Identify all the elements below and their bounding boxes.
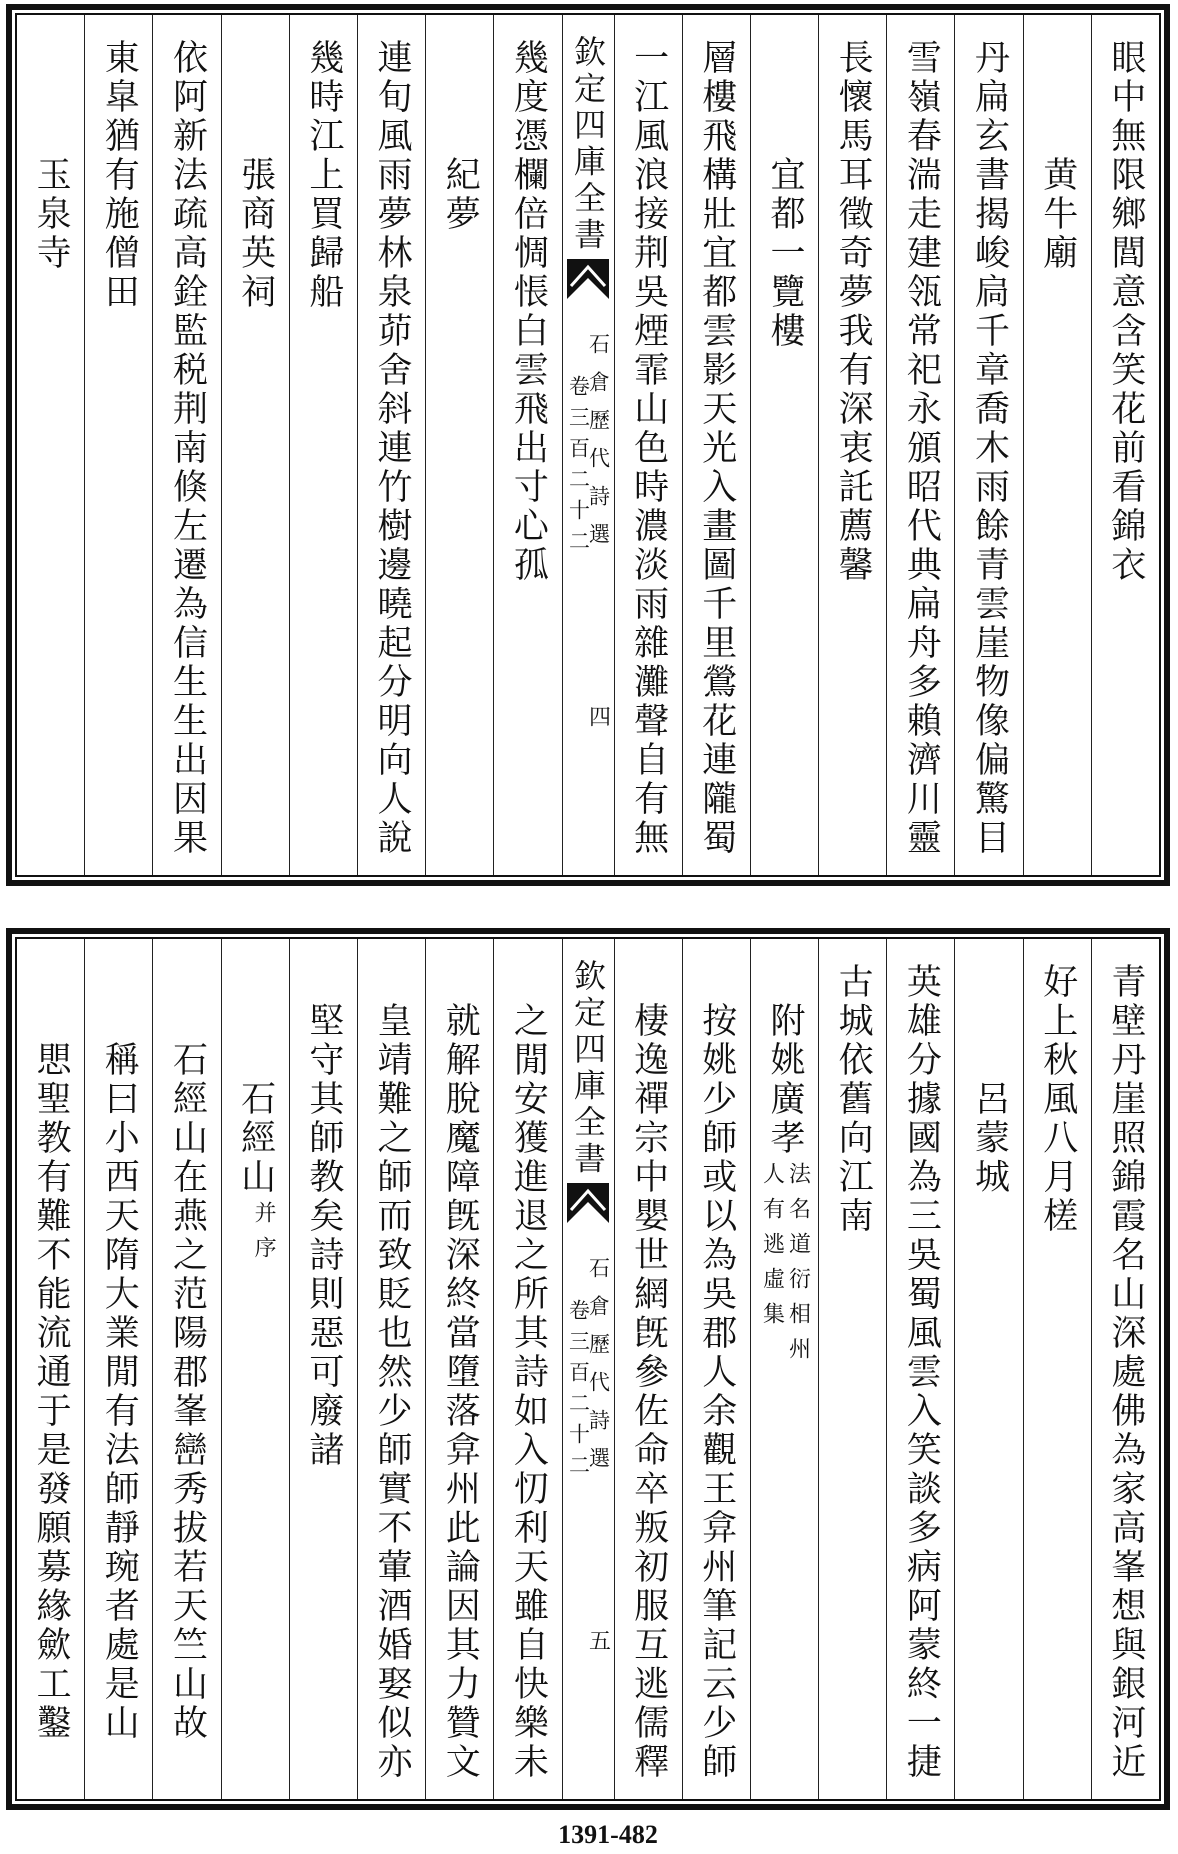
poem-title-column — [17, 15, 84, 875]
preface-text: 稱曰小西天隋大業閒有法師靜琬者處是山 — [99, 1041, 140, 1743]
author-heading — [759, 1002, 811, 1372]
verse-text: 層樓飛構壯宜都雲影天光入畫圖千里鶯花連隴蜀 — [696, 39, 737, 858]
series-title: 欽定四庫全書 — [569, 959, 607, 1178]
verse-text: 英雄分據國為三吳蜀風雲入笑談多病阿蒙終一捷 — [901, 963, 942, 1782]
verse-text: 幾時江上買歸船 — [303, 39, 344, 312]
prose-column — [289, 939, 357, 1799]
leaf-number: 四 — [585, 705, 611, 727]
poem-title: 宜都一覽樓 — [764, 156, 805, 351]
prose-column — [614, 939, 682, 1799]
author-heading-column — [750, 939, 818, 1799]
prose-text: 堅守其師教矣詩則惡可廢諸 — [303, 1002, 344, 1470]
book-title: 石倉歷代詩選 — [586, 333, 611, 561]
poem-title-column — [1023, 15, 1091, 875]
leaf-number: 五 — [585, 1629, 611, 1651]
poem-title: 石經山 — [235, 1080, 276, 1197]
verse-text: 長懷馬耳徵奇夢我有深衷託薦馨 — [833, 39, 874, 585]
verse-text: 雪嶺春湍走建瓴常祀永頒昭代典扁舟多賴濟川靈 — [901, 39, 942, 858]
verse-column — [954, 15, 1022, 875]
poem-title: 紀夢 — [440, 156, 481, 234]
verse-text: 依阿新法疏高銓監税荆南倏左遷為信生生出因果 — [167, 39, 208, 858]
verse-column — [614, 15, 682, 875]
prose-column — [357, 939, 425, 1799]
annotation-line: 法名道衍相州 — [785, 1162, 811, 1372]
prose-text: 棲逸禪宗中嬰世網旣參佐命卒叛初服互逃儒釋 — [628, 1002, 669, 1782]
page-frame — [15, 937, 1161, 1801]
poem-title: 玉泉寺 — [31, 156, 72, 273]
prose-text: 之閒安獲進退之所其詩如入忉利天雖自快樂未 — [508, 1002, 549, 1782]
page-number-label: 1391-482 — [558, 1820, 658, 1849]
verse-column — [886, 939, 954, 1799]
annotation-line: 人有逃虛集 — [759, 1162, 785, 1337]
verse-column — [84, 15, 152, 875]
fish-tail-mark-icon — [567, 259, 609, 299]
series-title: 欽定四庫全書 — [569, 35, 607, 254]
author-name: 附姚廣孝 — [764, 1002, 805, 1158]
prose-column — [425, 939, 493, 1799]
verse-text: 青壁丹崖照錦霞名山深處佛為家高峯想與銀河近 — [1105, 963, 1146, 1782]
poem-title: 黄牛廟 — [1037, 156, 1078, 273]
preface-column — [84, 939, 152, 1799]
verse-text: 東皐猶有施僧田 — [99, 39, 140, 312]
title-annotation — [251, 1201, 277, 1271]
verse-column — [886, 15, 954, 875]
verse-column — [357, 15, 425, 875]
upper-page-panel — [6, 4, 1170, 886]
verse-text: 連旬風雨夢林泉茆舍斜連竹樹邊曉起分明向人說 — [372, 39, 413, 858]
verse-column — [1091, 15, 1159, 875]
author-annotation — [759, 1162, 811, 1372]
prose-text: 皇靖難之師而致貶也然少師實不葷酒婚娶似亦 — [372, 1002, 413, 1782]
preface-column — [17, 939, 84, 1799]
verse-column — [1091, 939, 1159, 1799]
poem-title-column — [425, 15, 493, 875]
verse-column — [289, 15, 357, 875]
center-margin-column — [562, 939, 614, 1799]
verse-column — [493, 15, 561, 875]
annotation-line: 并序 — [251, 1201, 277, 1271]
poem-title: 呂蒙城 — [969, 1080, 1010, 1197]
preface-text: 愳聖教有難不能流通于是發願募緣歛工鑿 — [31, 1041, 72, 1743]
verse-column — [152, 15, 220, 875]
verse-column — [818, 939, 886, 1799]
verse-text: 丹扁玄書揭峻扃千章喬木雨餘青雲崖物像偏驚目 — [969, 39, 1010, 858]
preface-column — [152, 939, 220, 1799]
book-title: 石倉歷代詩選 — [586, 1257, 611, 1485]
verse-text: 眼中無限鄉閭意含笑花前看錦衣 — [1105, 39, 1146, 585]
poem-title-column — [221, 939, 289, 1799]
poem-title-column — [954, 939, 1022, 1799]
preface-text: 石經山在燕之范陽郡峯巒秀拔若天竺山故 — [167, 1041, 208, 1743]
volume-number: 卷三百二十二 — [566, 375, 591, 561]
poem-title: 張商英祠 — [235, 156, 276, 312]
fish-tail-mark-icon — [567, 1183, 609, 1223]
verse-column — [1023, 939, 1091, 1799]
prose-text: 按姚少師或以為吳郡人余觀王弇州筆記云少師 — [696, 1002, 737, 1782]
lower-page-panel — [6, 928, 1170, 1810]
prose-text: 就解脫魔障旣深終當墮落弇州此論因其力贊文 — [440, 1002, 481, 1782]
verse-column — [682, 15, 750, 875]
verse-text: 幾度憑欄倍惆悵白雲飛出寸心孤 — [508, 39, 549, 585]
prose-column — [682, 939, 750, 1799]
verse-column — [818, 15, 886, 875]
poem-heading — [235, 1080, 277, 1271]
verse-text: 好上秋風八月槎 — [1037, 963, 1078, 1236]
poem-title-column — [221, 15, 289, 875]
poem-title-column — [750, 15, 818, 875]
prose-column — [493, 939, 561, 1799]
volume-number: 卷三百二十二 — [566, 1299, 591, 1485]
center-margin-column — [562, 15, 614, 875]
column-grid — [17, 15, 1159, 875]
verse-text: 古城依舊向江南 — [833, 963, 874, 1236]
verse-text: 一江風浪接荆吳煙霏山色時濃淡雨雜灘聲自有無 — [628, 39, 669, 858]
page-frame — [15, 13, 1161, 877]
column-grid — [17, 939, 1159, 1799]
